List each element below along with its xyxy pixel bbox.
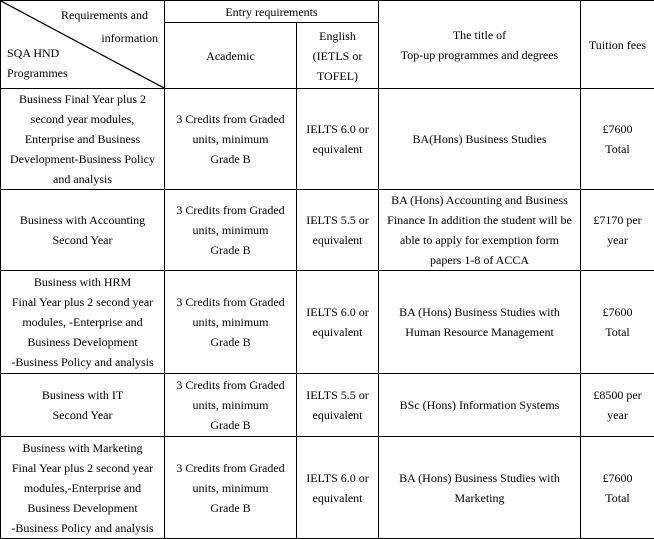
english-column-header: English (IETLS or TOFEL): [297, 23, 379, 89]
academic-cell: 3 Credits from Graded units, minimum Grade B: [165, 190, 297, 271]
academic-cell: 3 Credits from Graded units, minimum Grade B: [165, 374, 297, 437]
fees-cell: £8500 per year: [581, 374, 654, 437]
table-row: [1, 190, 654, 271]
academic-cell: 3 Credits from Graded units, minimum Grade B: [165, 271, 297, 374]
fees-column-header: Tuition fees: [581, 1, 654, 89]
table-row: [1, 271, 654, 374]
english-cell: IELTS 6.0 or equivalent: [297, 271, 379, 374]
table-row: [1, 437, 654, 539]
corner-label-requirements: Requirements and: [61, 5, 148, 25]
english-cell: IELTS 6.0 or equivalent: [297, 89, 379, 190]
title-column-header: The title of Top-up programmes and degrees: [379, 1, 581, 89]
fees-cell: £7170 per year: [581, 190, 654, 271]
degree-title-cell: BA(Hons) Business Studies: [379, 89, 581, 190]
degree-title-cell: BA (Hons) Business Studies with Human Resource Management: [379, 271, 581, 374]
corner-label-information: information: [101, 28, 158, 48]
table-row: [1, 374, 654, 437]
degree-title-cell: BA (Hons) Accounting and Business Finance In addition the student will be able to apply for exemption form papers 1-8 of ACCA: [379, 190, 581, 271]
table-row: [1, 89, 654, 190]
academic-cell: 3 Credits from Graded units, minimum Grade B: [165, 89, 297, 190]
english-cell: IELTS 5.5 or equivalent: [297, 190, 379, 271]
academic-column-header: Academic: [165, 23, 297, 89]
programme-cell: Business with HRM Final Year plus 2 second year modules, -Enterprise and Business Development -Business Policy and analysis: [1, 271, 165, 374]
programme-cell: Business with IT Second Year: [1, 374, 165, 437]
fees-cell: £7600 Total: [581, 437, 654, 539]
programme-cell: Business with Marketing Final Year plus 2 second year modules,-Enterprise and Business Development -Business Policy and analysis: [1, 437, 165, 539]
programme-cell: Business Final Year plus 2 second year modules, Enterprise and Business Development-Business Policy and analysis: [1, 89, 165, 190]
entry-requirements-header: Entry requirements: [165, 1, 379, 23]
corner-header-cell: [1, 1, 165, 89]
english-cell: IELTS 5.5 or equivalent: [297, 374, 379, 437]
academic-cell: 3 Credits from Graded units, minimum Grade B: [165, 437, 297, 539]
corner-label-programmes: SQA HND Programmes: [7, 43, 68, 83]
programme-cell: Business with Accounting Second Year: [1, 190, 165, 271]
degree-title-cell: BSc (Hons) Information Systems: [379, 374, 581, 437]
fees-cell: £7600 Total: [581, 89, 654, 190]
degree-title-cell: BA (Hons) Business Studies with Marketing: [379, 437, 581, 539]
fees-cell: £7600 Total: [581, 271, 654, 374]
header-row-1: [1, 1, 654, 23]
english-cell: IELTS 6.0 or equivalent: [297, 437, 379, 539]
